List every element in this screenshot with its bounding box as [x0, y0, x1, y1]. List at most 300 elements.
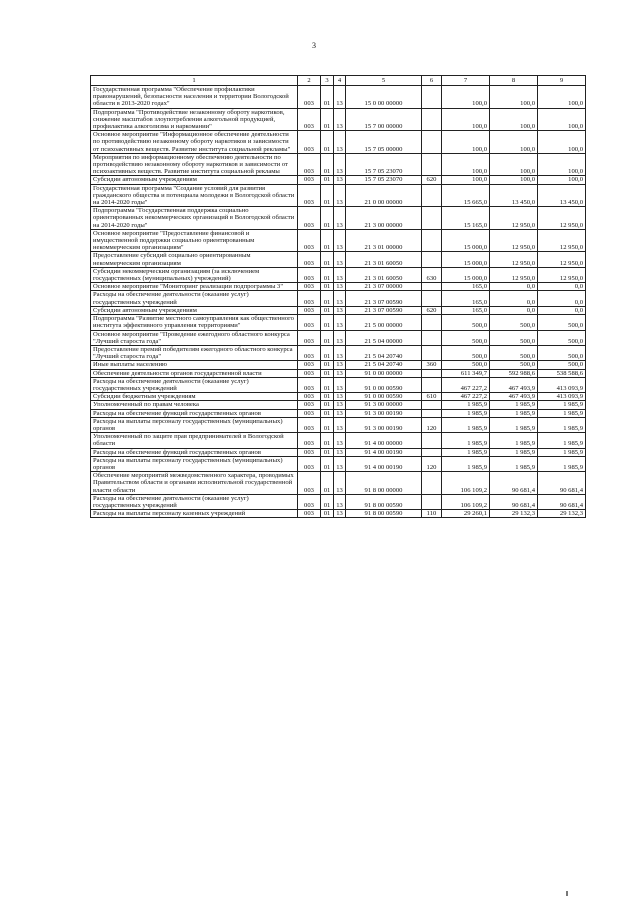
subsection-code-cell: 13: [334, 472, 346, 495]
ministry-code-cell: 003: [298, 472, 321, 495]
section-code-cell: 01: [321, 330, 334, 345]
ministry-code-cell: 003: [298, 393, 321, 401]
row-name-cell: Расходы на обеспечение функций государственных органов: [91, 448, 298, 456]
amount-cell: 15 000,0: [442, 252, 490, 267]
target-article-cell: 21 3 00 00000: [346, 207, 422, 230]
header-cell: 9: [538, 76, 586, 86]
expense-type-cell: [422, 369, 442, 377]
target-article-cell: 91 4 00 00190: [346, 448, 422, 456]
section-code-cell: 01: [321, 153, 334, 176]
table-row: [91, 456, 586, 471]
subsection-code-cell: 13: [334, 86, 346, 109]
amount-cell: 90 681,4: [490, 494, 538, 509]
amount-cell: 13 450,0: [490, 184, 538, 207]
row-name-cell: Основное мероприятие "Мониторинг реализации подпрограммы 3": [91, 283, 298, 291]
ministry-code-cell: 003: [298, 369, 321, 377]
row-name-cell: Основное мероприятие "Проведение ежегодного областного конкурса "Лучший староста года": [91, 330, 298, 345]
row-name-cell: Иные выплаты населению: [91, 361, 298, 369]
amount-cell: 29 260,1: [442, 510, 490, 518]
ministry-code-cell: 003: [298, 361, 321, 369]
section-code-cell: 01: [321, 207, 334, 230]
table-header-row: [91, 76, 586, 86]
expense-type-cell: [422, 207, 442, 230]
subsection-code-cell: 13: [334, 131, 346, 154]
target-article-cell: 15 0 00 00000: [346, 86, 422, 109]
row-name-cell: Подпрограмма "Развитие местного самоуправления как общественного института эффективного управления территориями": [91, 315, 298, 330]
table-row: [91, 207, 586, 230]
target-article-cell: 15 7 05 23070: [346, 176, 422, 184]
row-name-cell: Уполномоченный по защите прав предпринимателей в Вологодской области: [91, 433, 298, 448]
table-row: [91, 315, 586, 330]
row-name-cell: Расходы на обеспечение функций государственных органов: [91, 409, 298, 417]
expense-type-cell: [422, 252, 442, 267]
row-name-cell: Подпрограмма "Государственная поддержка социально ориентированных некоммерческих организаций в Вологодской области на 2014-2020 годы": [91, 207, 298, 230]
scan-mark: [566, 891, 568, 896]
amount-cell: 0,0: [490, 306, 538, 314]
expense-type-cell: [422, 409, 442, 417]
header-cell: 8: [490, 76, 538, 86]
amount-cell: 500,0: [442, 330, 490, 345]
ministry-code-cell: 003: [298, 131, 321, 154]
expense-type-cell: [422, 330, 442, 345]
amount-cell: 29 132,3: [490, 510, 538, 518]
ministry-code-cell: 003: [298, 494, 321, 509]
amount-cell: 1 985,9: [490, 448, 538, 456]
section-code-cell: 01: [321, 510, 334, 518]
header-cell: 5: [346, 76, 422, 86]
amount-cell: 1 985,9: [442, 417, 490, 432]
amount-cell: 100,0: [538, 176, 586, 184]
section-code-cell: 01: [321, 417, 334, 432]
amount-cell: 106 109,2: [442, 494, 490, 509]
amount-cell: 100,0: [490, 131, 538, 154]
expense-type-cell: [422, 229, 442, 252]
row-name-cell: Основное мероприятие "Информационное обеспечение деятельности по противодействию незаконному обороту наркотиков и зависимости от психоактивных веществ. Развитие института социальной рекламы": [91, 131, 298, 154]
row-name-cell: Расходы на выплаты персоналу государственных (муниципальных) органов: [91, 456, 298, 471]
amount-cell: 100,0: [538, 108, 586, 131]
amount-cell: 467 227,2: [442, 393, 490, 401]
ministry-code-cell: 003: [298, 252, 321, 267]
target-article-cell: 21 0 00 00000: [346, 184, 422, 207]
table-row: [91, 417, 586, 432]
amount-cell: 500,0: [538, 361, 586, 369]
subsection-code-cell: 13: [334, 377, 346, 392]
amount-cell: 29 132,3: [538, 510, 586, 518]
target-article-cell: 91 0 00 00000: [346, 369, 422, 377]
table-row: [91, 369, 586, 377]
amount-cell: 467 493,9: [490, 393, 538, 401]
row-name-cell: Расходы на выплаты персоналу казенных учреждений: [91, 510, 298, 518]
section-code-cell: 01: [321, 345, 334, 360]
ministry-code-cell: 003: [298, 283, 321, 291]
amount-cell: 500,0: [538, 330, 586, 345]
target-article-cell: 91 4 00 00190: [346, 456, 422, 471]
amount-cell: 165,0: [442, 291, 490, 306]
row-name-cell: Субсидии автономным учреждениям: [91, 306, 298, 314]
amount-cell: 1 985,9: [490, 433, 538, 448]
subsection-code-cell: 13: [334, 153, 346, 176]
section-code-cell: 01: [321, 409, 334, 417]
amount-cell: 12 950,0: [490, 252, 538, 267]
amount-cell: 1 985,9: [442, 401, 490, 409]
table-row: [91, 448, 586, 456]
row-name-cell: Обеспечение деятельности органов государственной власти: [91, 369, 298, 377]
amount-cell: 12 950,0: [490, 267, 538, 282]
section-code-cell: 01: [321, 184, 334, 207]
amount-cell: 1 985,9: [538, 456, 586, 471]
subsection-code-cell: 13: [334, 306, 346, 314]
amount-cell: 106 109,2: [442, 472, 490, 495]
ministry-code-cell: 003: [298, 448, 321, 456]
amount-cell: 1 985,9: [538, 409, 586, 417]
target-article-cell: 91 3 00 00190: [346, 417, 422, 432]
target-article-cell: 91 8 00 00000: [346, 472, 422, 495]
row-name-cell: Предоставление субсидий социально ориентированным некоммерческим организациям: [91, 252, 298, 267]
ministry-code-cell: 003: [298, 456, 321, 471]
amount-cell: 1 985,9: [442, 456, 490, 471]
subsection-code-cell: 13: [334, 252, 346, 267]
section-code-cell: 01: [321, 456, 334, 471]
expense-type-cell: [422, 315, 442, 330]
amount-cell: 12 950,0: [538, 267, 586, 282]
expense-type-cell: [422, 283, 442, 291]
amount-cell: 100,0: [490, 176, 538, 184]
amount-cell: 413 093,9: [538, 377, 586, 392]
ministry-code-cell: 003: [298, 345, 321, 360]
amount-cell: 500,0: [490, 330, 538, 345]
subsection-code-cell: 13: [334, 510, 346, 518]
target-article-cell: 91 8 00 00590: [346, 510, 422, 518]
subsection-code-cell: 13: [334, 456, 346, 471]
amount-cell: 15 665,0: [442, 184, 490, 207]
expense-type-cell: [422, 86, 442, 109]
ministry-code-cell: 003: [298, 267, 321, 282]
amount-cell: 100,0: [490, 86, 538, 109]
ministry-code-cell: 003: [298, 153, 321, 176]
subsection-code-cell: 13: [334, 401, 346, 409]
page-number: 3: [312, 41, 316, 50]
ministry-code-cell: 003: [298, 291, 321, 306]
amount-cell: 15 000,0: [442, 229, 490, 252]
target-article-cell: 21 3 07 00590: [346, 291, 422, 306]
table-row: [91, 176, 586, 184]
table-row: [91, 131, 586, 154]
section-code-cell: 01: [321, 393, 334, 401]
section-code-cell: 01: [321, 176, 334, 184]
section-code-cell: 01: [321, 108, 334, 131]
amount-cell: 0,0: [538, 306, 586, 314]
target-article-cell: 21 3 01 00000: [346, 229, 422, 252]
amount-cell: 165,0: [442, 306, 490, 314]
subsection-code-cell: 13: [334, 494, 346, 509]
section-code-cell: 01: [321, 361, 334, 369]
table-row: [91, 433, 586, 448]
amount-cell: 15 165,0: [442, 207, 490, 230]
target-article-cell: 21 5 00 00000: [346, 315, 422, 330]
subsection-code-cell: 13: [334, 345, 346, 360]
amount-cell: 0,0: [490, 283, 538, 291]
target-article-cell: 21 3 07 00000: [346, 283, 422, 291]
target-article-cell: 21 5 04 20740: [346, 361, 422, 369]
table-row: [91, 291, 586, 306]
target-article-cell: 91 0 00 00590: [346, 393, 422, 401]
amount-cell: 100,0: [442, 153, 490, 176]
table-row: [91, 361, 586, 369]
subsection-code-cell: 13: [334, 184, 346, 207]
expense-type-cell: [422, 472, 442, 495]
table-row: [91, 494, 586, 509]
table-row: [91, 472, 586, 495]
expense-type-cell: [422, 153, 442, 176]
amount-cell: 1 985,9: [538, 433, 586, 448]
ministry-code-cell: 003: [298, 417, 321, 432]
row-name-cell: Расходы на обеспечение деятельности (оказание услуг) государственных учреждений: [91, 494, 298, 509]
amount-cell: 90 681,4: [538, 472, 586, 495]
expense-type-cell: 110: [422, 510, 442, 518]
amount-cell: 1 985,9: [490, 417, 538, 432]
amount-cell: 12 950,0: [538, 207, 586, 230]
target-article-cell: 21 5 04 00000: [346, 330, 422, 345]
amount-cell: 538 588,6: [538, 369, 586, 377]
subsection-code-cell: 13: [334, 433, 346, 448]
ministry-code-cell: 003: [298, 510, 321, 518]
amount-cell: 0,0: [490, 291, 538, 306]
section-code-cell: 01: [321, 369, 334, 377]
section-code-cell: 01: [321, 131, 334, 154]
ministry-code-cell: 003: [298, 401, 321, 409]
target-article-cell: 21 3 01 60050: [346, 267, 422, 282]
amount-cell: 592 988,6: [490, 369, 538, 377]
table-row: [91, 229, 586, 252]
expense-type-cell: [422, 401, 442, 409]
amount-cell: 12 950,0: [538, 229, 586, 252]
row-name-cell: Расходы на выплаты персоналу государственных (муниципальных) органов: [91, 417, 298, 432]
amount-cell: 100,0: [538, 153, 586, 176]
amount-cell: 100,0: [538, 86, 586, 109]
ministry-code-cell: 003: [298, 184, 321, 207]
amount-cell: 413 093,9: [538, 393, 586, 401]
subsection-code-cell: 13: [334, 417, 346, 432]
section-code-cell: 01: [321, 306, 334, 314]
amount-cell: 100,0: [442, 131, 490, 154]
amount-cell: 100,0: [442, 108, 490, 131]
expense-type-cell: [422, 433, 442, 448]
target-article-cell: 91 3 00 00000: [346, 401, 422, 409]
section-code-cell: 01: [321, 315, 334, 330]
subsection-code-cell: 13: [334, 448, 346, 456]
amount-cell: 611 349,7: [442, 369, 490, 377]
amount-cell: 15 000,0: [442, 267, 490, 282]
ministry-code-cell: 003: [298, 433, 321, 448]
ministry-code-cell: 003: [298, 207, 321, 230]
subsection-code-cell: 13: [334, 108, 346, 131]
amount-cell: 100,0: [538, 131, 586, 154]
row-name-cell: Предоставление премий победителям ежегодного областного конкурса "Лучший староста года": [91, 345, 298, 360]
amount-cell: 12 950,0: [538, 252, 586, 267]
subsection-code-cell: 13: [334, 207, 346, 230]
expense-type-cell: [422, 131, 442, 154]
expense-type-cell: [422, 184, 442, 207]
table-row: [91, 510, 586, 518]
amount-cell: 90 681,4: [538, 494, 586, 509]
amount-cell: 1 985,9: [442, 433, 490, 448]
amount-cell: 500,0: [490, 315, 538, 330]
ministry-code-cell: 003: [298, 315, 321, 330]
amount-cell: 1 985,9: [442, 409, 490, 417]
amount-cell: 1 985,9: [490, 456, 538, 471]
expense-type-cell: [422, 345, 442, 360]
table-row: [91, 401, 586, 409]
row-name-cell: Основное мероприятие "Предоставление финансовой и имущественной поддержки социально ориентированным некоммерческим организациям": [91, 229, 298, 252]
subsection-code-cell: 13: [334, 393, 346, 401]
section-code-cell: 01: [321, 283, 334, 291]
amount-cell: 1 985,9: [538, 448, 586, 456]
subsection-code-cell: 13: [334, 176, 346, 184]
amount-cell: 100,0: [442, 86, 490, 109]
section-code-cell: 01: [321, 86, 334, 109]
table-row: [91, 377, 586, 392]
expense-type-cell: [422, 494, 442, 509]
row-name-cell: Обеспечение мероприятий межведомственного характера, проводимых Правительством области и органами исполнительной государственной власти области: [91, 472, 298, 495]
amount-cell: 500,0: [442, 345, 490, 360]
row-name-cell: Субсидии бюджетным учреждениям: [91, 393, 298, 401]
ministry-code-cell: 003: [298, 108, 321, 131]
section-code-cell: 01: [321, 472, 334, 495]
amount-cell: 1 985,9: [538, 401, 586, 409]
amount-cell: 165,0: [442, 283, 490, 291]
expense-type-cell: 630: [422, 267, 442, 282]
amount-cell: 0,0: [538, 283, 586, 291]
table-row: [91, 252, 586, 267]
header-cell: 4: [334, 76, 346, 86]
subsection-code-cell: 13: [334, 315, 346, 330]
target-article-cell: 15 7 05 23070: [346, 153, 422, 176]
subsection-code-cell: 13: [334, 267, 346, 282]
amount-cell: 1 985,9: [490, 401, 538, 409]
amount-cell: 100,0: [490, 153, 538, 176]
target-article-cell: 21 3 01 60050: [346, 252, 422, 267]
ministry-code-cell: 003: [298, 306, 321, 314]
target-article-cell: 21 5 04 20740: [346, 345, 422, 360]
amount-cell: 1 985,9: [538, 417, 586, 432]
table-row: [91, 345, 586, 360]
target-article-cell: 15 7 05 00000: [346, 131, 422, 154]
header-cell: 6: [422, 76, 442, 86]
row-name-cell: Государственная программа "Обеспечение профилактики правонарушений, безопасности населения и территории Вологодской области в 2013-2020 годах": [91, 86, 298, 109]
section-code-cell: 01: [321, 448, 334, 456]
subsection-code-cell: 13: [334, 369, 346, 377]
table-row: [91, 108, 586, 131]
subsection-code-cell: 13: [334, 283, 346, 291]
section-code-cell: 01: [321, 252, 334, 267]
amount-cell: 500,0: [538, 345, 586, 360]
expense-type-cell: 610: [422, 393, 442, 401]
amount-cell: 12 950,0: [490, 229, 538, 252]
target-article-cell: 91 4 00 00000: [346, 433, 422, 448]
row-name-cell: Субсидии некоммерческим организациям (за исключением государственных (муниципальных) учреждений): [91, 267, 298, 282]
expense-type-cell: 360: [422, 361, 442, 369]
row-name-cell: Расходы на обеспечение деятельности (оказание услуг) государственных учреждений: [91, 291, 298, 306]
expense-type-cell: 620: [422, 306, 442, 314]
table-row: [91, 409, 586, 417]
table-row: [91, 330, 586, 345]
table-row: [91, 267, 586, 282]
expense-type-cell: [422, 108, 442, 131]
amount-cell: 500,0: [538, 315, 586, 330]
target-article-cell: 91 3 00 00190: [346, 409, 422, 417]
table-row: [91, 306, 586, 314]
section-code-cell: 01: [321, 267, 334, 282]
header-cell: 3: [321, 76, 334, 86]
table-row: [91, 153, 586, 176]
target-article-cell: 91 8 00 00590: [346, 494, 422, 509]
amount-cell: 500,0: [442, 315, 490, 330]
subsection-code-cell: 13: [334, 291, 346, 306]
table-row: [91, 283, 586, 291]
ministry-code-cell: 003: [298, 229, 321, 252]
amount-cell: 0,0: [538, 291, 586, 306]
expense-type-cell: [422, 448, 442, 456]
ministry-code-cell: 003: [298, 409, 321, 417]
subsection-code-cell: 13: [334, 229, 346, 252]
ministry-code-cell: 003: [298, 86, 321, 109]
expense-type-cell: 120: [422, 417, 442, 432]
expense-type-cell: 620: [422, 176, 442, 184]
row-name-cell: Уполномоченный по правам человека: [91, 401, 298, 409]
amount-cell: 467 493,9: [490, 377, 538, 392]
ministry-code-cell: 003: [298, 176, 321, 184]
header-cell: 2: [298, 76, 321, 86]
ministry-code-cell: 003: [298, 330, 321, 345]
amount-cell: 12 950,0: [490, 207, 538, 230]
row-name-cell: Государственная программа "Создание условий для развития гражданского общества и потенциала молодежи в Вологодской области на 2014-2020 годы": [91, 184, 298, 207]
row-name-cell: Подпрограмма "Противодействие незаконному обороту наркотиков, снижение масштабов злоупотребления алкогольной продукцией, профилактика алкоголизма и наркомании": [91, 108, 298, 131]
amount-cell: 100,0: [490, 108, 538, 131]
table-row: [91, 86, 586, 109]
amount-cell: 467 227,2: [442, 377, 490, 392]
amount-cell: 1 985,9: [442, 448, 490, 456]
header-cell: 7: [442, 76, 490, 86]
amount-cell: 90 681,4: [490, 472, 538, 495]
amount-cell: 500,0: [442, 361, 490, 369]
section-code-cell: 01: [321, 433, 334, 448]
section-code-cell: 01: [321, 377, 334, 392]
budget-table: [90, 75, 586, 518]
target-article-cell: 21 3 07 00590: [346, 306, 422, 314]
section-code-cell: 01: [321, 494, 334, 509]
table-row: [91, 393, 586, 401]
subsection-code-cell: 13: [334, 361, 346, 369]
ministry-code-cell: 003: [298, 377, 321, 392]
section-code-cell: 01: [321, 229, 334, 252]
amount-cell: 500,0: [490, 361, 538, 369]
table-row: [91, 184, 586, 207]
header-cell: 1: [91, 76, 298, 86]
subsection-code-cell: 13: [334, 409, 346, 417]
section-code-cell: 01: [321, 401, 334, 409]
target-article-cell: 91 0 00 00590: [346, 377, 422, 392]
amount-cell: 13 450,0: [538, 184, 586, 207]
amount-cell: 100,0: [442, 176, 490, 184]
expense-type-cell: [422, 377, 442, 392]
expense-type-cell: 120: [422, 456, 442, 471]
row-name-cell: Мероприятия по информационному обеспечению деятельности по противодействию незаконному обороту наркотиков и зависимости от психоактивных веществ. Развитие института социальной рекламы: [91, 153, 298, 176]
amount-cell: 500,0: [490, 345, 538, 360]
section-code-cell: 01: [321, 291, 334, 306]
row-name-cell: Субсидии автономным учреждениям: [91, 176, 298, 184]
row-name-cell: Расходы на обеспечение деятельности (оказание услуг) государственных учреждений: [91, 377, 298, 392]
subsection-code-cell: 13: [334, 330, 346, 345]
